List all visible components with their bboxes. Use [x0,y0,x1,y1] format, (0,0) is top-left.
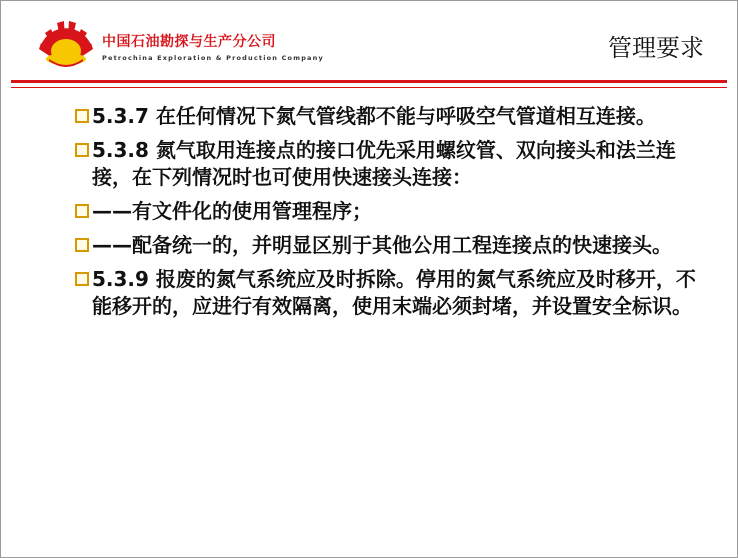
company-name-chinese: 中国石油勘探与生产分公司 [102,34,276,50]
square-bullet-icon [75,204,89,218]
list-item [75,137,705,191]
square-bullet-icon [75,238,89,252]
list-item [75,266,705,320]
list-item [75,232,705,259]
square-bullet-icon [75,143,89,157]
page-title: 管理要求 [608,34,704,62]
company-name-english: Petrochina Exploration & Production Company [102,54,324,62]
petrochina-logo-icon [35,15,97,73]
header-divider-thick [11,80,727,83]
list-item [75,198,705,225]
list-item [75,103,705,130]
list-item-text: ——配备统一的，并明显区别于其他公用工程连接点的快速接头。 [92,233,672,257]
slide-header [1,1,737,81]
header-divider-thin [11,87,727,88]
list-item-text: 5.3.7 在任何情况下氮气管线都不能与呼吸空气管道相互连接。 [92,104,656,128]
square-bullet-icon [75,272,89,286]
list-item-text: 5.3.8 氮气取用连接点的接口优先采用螺纹管、双向接头和法兰连接，在下列情况时也可使用快速接头连接： [92,138,676,189]
square-bullet-icon [75,109,89,123]
list-item-text: ——有文件化的使用管理程序； [92,199,372,223]
requirements-list [75,103,705,327]
list-item-text: 5.3.9 报废的氮气系统应及时拆除。停用的氮气系统应及时移开，不能移开的，应进行有效隔离，使用末端必须封堵，并设置安全标识。 [92,267,696,318]
